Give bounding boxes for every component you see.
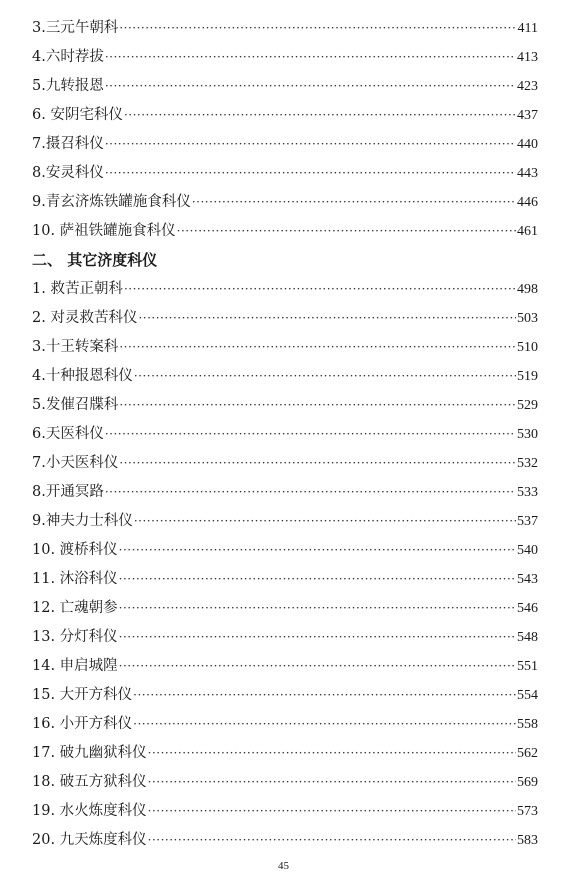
toc-entry-label: 3.三元午朝科 [32, 20, 119, 36]
dot-leader [119, 536, 516, 565]
toc-entry-page: 533 [517, 485, 538, 500]
dot-leader [134, 362, 516, 391]
dot-leader [119, 652, 516, 681]
toc-entry-page: 443 [517, 166, 538, 181]
toc-entry-label: 12. 亡魂朝参 [32, 600, 118, 616]
toc-entry [32, 449, 538, 478]
dot-leader [134, 507, 516, 536]
toc-entry-label: 20. 九天炼度科仪 [32, 832, 147, 848]
toc-entry [32, 391, 538, 420]
toc-entry-page: 413 [517, 50, 538, 65]
toc-entry-page: 498 [517, 282, 538, 297]
dot-leader [119, 14, 516, 43]
toc-entry-page: 423 [517, 79, 538, 94]
toc-entry-label: 10. 渡桥科仪 [32, 542, 118, 558]
toc-entry-label: 4.六时荐拔 [32, 49, 104, 65]
dot-leader [177, 217, 516, 246]
toc-entry [32, 188, 538, 217]
dot-leader [148, 826, 516, 855]
dot-leader [105, 159, 516, 188]
toc-entry-page: 411 [517, 21, 538, 36]
dot-leader [138, 304, 516, 333]
toc-entry-label: 2. 对灵救苦科仪 [32, 310, 138, 326]
toc-entry-label: 14. 申启城隍 [32, 658, 118, 674]
dot-leader [148, 739, 516, 768]
toc-entry-label: 17. 破九幽狱科仪 [32, 745, 147, 761]
toc-entry-label: 8.开通冥路 [32, 484, 104, 500]
toc-entry [32, 710, 538, 739]
toc-entry-label: 5.发催召牒科 [32, 397, 119, 413]
toc-entry [32, 420, 538, 449]
toc-entry-label: 15. 大开方科仪 [32, 687, 133, 703]
toc-entry-page: 558 [517, 717, 538, 732]
dot-leader [105, 420, 516, 449]
dot-leader [105, 130, 516, 159]
dot-leader [105, 43, 516, 72]
toc-entry-page: 529 [517, 398, 538, 413]
dot-leader [105, 72, 516, 101]
toc-entry [32, 362, 538, 391]
page-number: 45 [278, 860, 289, 872]
toc-entry-page: 551 [517, 659, 538, 674]
toc-entry-page: 519 [517, 369, 538, 384]
dot-leader [148, 768, 516, 797]
toc-entry-page: 543 [517, 572, 538, 587]
toc-entry [32, 333, 538, 362]
toc-entry [32, 159, 538, 188]
toc-entry-label: 1. 救苦正朝科 [32, 281, 123, 297]
toc-entry-label: 6. 安阴宅科仪 [32, 107, 123, 123]
toc-entry-page: 548 [517, 630, 538, 645]
toc-entry-page: 569 [517, 775, 538, 790]
toc-entry [32, 739, 538, 768]
toc-entry-label: 19. 水火炼度科仪 [32, 803, 147, 819]
toc-entry-page: 562 [517, 746, 538, 761]
toc-entry-page: 530 [517, 427, 538, 442]
toc-entry [32, 768, 538, 797]
toc-entry [32, 130, 538, 159]
toc-entry-label: 5.九转报恩 [32, 78, 104, 94]
toc-entry-label: 3.十王转案科 [32, 339, 119, 355]
toc-entry-page: 546 [517, 601, 538, 616]
dot-leader [119, 449, 516, 478]
toc-entry-page: 583 [517, 833, 538, 848]
toc-entry [32, 536, 538, 565]
toc-entry-label: 7.小天医科仪 [32, 455, 119, 471]
toc-entry [32, 797, 538, 826]
dot-leader [119, 565, 516, 594]
toc-entry-page: 440 [517, 137, 538, 152]
toc-entry-label: 10. 萨祖铁罐施食科仪 [32, 223, 176, 239]
toc-entry [32, 72, 538, 101]
toc-entry [32, 652, 538, 681]
toc-entry-page: 537 [517, 514, 538, 529]
toc-entry-label: 4.十种报恩科仪 [32, 368, 133, 384]
dot-leader [119, 391, 516, 420]
toc-entry-page: 446 [517, 195, 538, 210]
toc-entry-page: 554 [517, 688, 538, 703]
table-of-contents [32, 14, 538, 855]
dot-leader [133, 710, 516, 739]
toc-entry-page: 503 [517, 311, 538, 326]
section-heading-text: 二、 其它济度科仪 [32, 251, 158, 269]
toc-entry-page: 532 [517, 456, 538, 471]
toc-entry [32, 594, 538, 623]
toc-entry-label: 6.天医科仪 [32, 426, 104, 442]
toc-entry-label: 9.神夫力士科仪 [32, 513, 133, 529]
toc-entry [32, 275, 538, 304]
toc-entry-label: 16. 小开方科仪 [32, 716, 133, 732]
toc-entry [32, 565, 538, 594]
dot-leader [124, 275, 516, 304]
toc-entry [32, 101, 538, 130]
dot-leader [119, 623, 516, 652]
toc-entry [32, 681, 538, 710]
toc-entry-page: 573 [517, 804, 538, 819]
toc-entry-page: 510 [517, 340, 538, 355]
dot-leader [124, 101, 516, 130]
toc-entry [32, 14, 538, 43]
toc-entry [32, 43, 538, 72]
section-heading [32, 246, 538, 275]
dot-leader [119, 333, 516, 362]
toc-entry-label: 9.青玄济炼铁罐施食科仪 [32, 194, 191, 210]
toc-entry [32, 304, 538, 333]
dot-leader [148, 797, 516, 826]
toc-entry-label: 11. 沐浴科仪 [32, 571, 118, 587]
toc-entry-page: 437 [517, 108, 538, 123]
dot-leader [119, 594, 516, 623]
toc-entry-label: 7.摄召科仪 [32, 136, 104, 152]
toc-entry [32, 478, 538, 507]
toc-entry-label: 18. 破五方狱科仪 [32, 774, 147, 790]
dot-leader [105, 478, 516, 507]
toc-entry [32, 507, 538, 536]
toc-entry [32, 623, 538, 652]
toc-entry-page: 461 [517, 224, 538, 239]
dot-leader [133, 681, 516, 710]
toc-entry-label: 13. 分灯科仪 [32, 629, 118, 645]
dot-leader [192, 188, 516, 217]
toc-entry-page: 540 [517, 543, 538, 558]
toc-entry [32, 217, 538, 246]
toc-entry [32, 826, 538, 855]
toc-entry-label: 8.安灵科仪 [32, 165, 104, 181]
